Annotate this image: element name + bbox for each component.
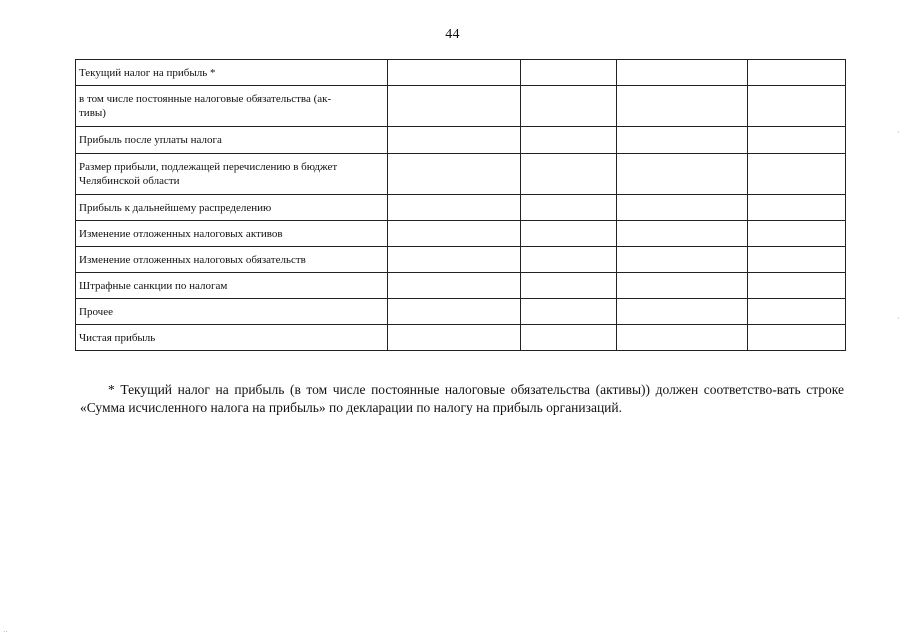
table-row [76,299,846,325]
table-cell [521,195,617,221]
table-cell [521,247,617,273]
table-cell [388,299,521,325]
table-cell [388,325,521,351]
table-cell [388,154,521,195]
table-cell [748,247,846,273]
table-cell [617,221,748,247]
table-cell [748,299,846,325]
table-cell [617,60,748,86]
table-cell [748,325,846,351]
scan-mark: · [897,128,900,137]
table-cell [617,127,748,154]
table-row [76,86,846,127]
table-cell [388,86,521,127]
table-cell [748,195,846,221]
row-label: Изменение отложенных налоговых активов [76,221,388,247]
table-cell [388,60,521,86]
row-label: Штрафные санкции по налогам [76,273,388,299]
table-cell [617,195,748,221]
table-cell [388,273,521,299]
footnote: * Текущий налог на прибыль (в том числе постоянные налоговые обязательства (активы)) должен соответство-вать строке «Сумма исчисленного налога на прибыль» по декларации по налогу на прибыль организаций. [80,381,844,415]
table-cell [521,299,617,325]
table-cell [521,154,617,195]
table-cell [748,60,846,86]
table-cell [388,127,521,154]
row-label: Размер прибыли, подлежащей перечислению в бюджет Челябинской области [76,154,388,195]
table-cell [748,127,846,154]
financial-results-table [75,59,846,351]
table-row [76,154,846,195]
table-cell [521,127,617,154]
table-cell [617,273,748,299]
row-label: Прибыль к дальнейшему распределению [76,195,388,221]
row-label: Текущий налог на прибыль * [76,60,388,86]
table-cell [617,86,748,127]
table-cell [748,273,846,299]
table-cell [617,325,748,351]
table-cell [617,154,748,195]
table-row [76,325,846,351]
table-row [76,221,846,247]
table-cell [748,154,846,195]
table-cell [617,299,748,325]
table-cell [521,325,617,351]
table-cell [748,86,846,127]
table-cell [521,86,617,127]
row-label: Прибыль после уплаты налога [76,127,388,154]
table-cell [388,195,521,221]
table-cell [617,247,748,273]
table-cell [748,221,846,247]
table-cell [521,60,617,86]
scan-mark: ·· [3,628,8,636]
table-cell [521,221,617,247]
table-cell [388,247,521,273]
table-row [76,247,846,273]
table-row [76,60,846,86]
table-row [76,195,846,221]
row-label: в том числе постоянные налоговые обязательства (ак- тивы) [76,86,388,127]
row-label: Изменение отложенных налоговых обязательств [76,247,388,273]
table-cell [388,221,521,247]
page-number: 44 [445,27,460,42]
table-row [76,273,846,299]
row-label: Прочее [76,299,388,325]
table-row [76,127,846,154]
table-cell [521,273,617,299]
scan-mark: · [897,314,900,323]
row-label: Чистая прибыль [76,325,388,351]
